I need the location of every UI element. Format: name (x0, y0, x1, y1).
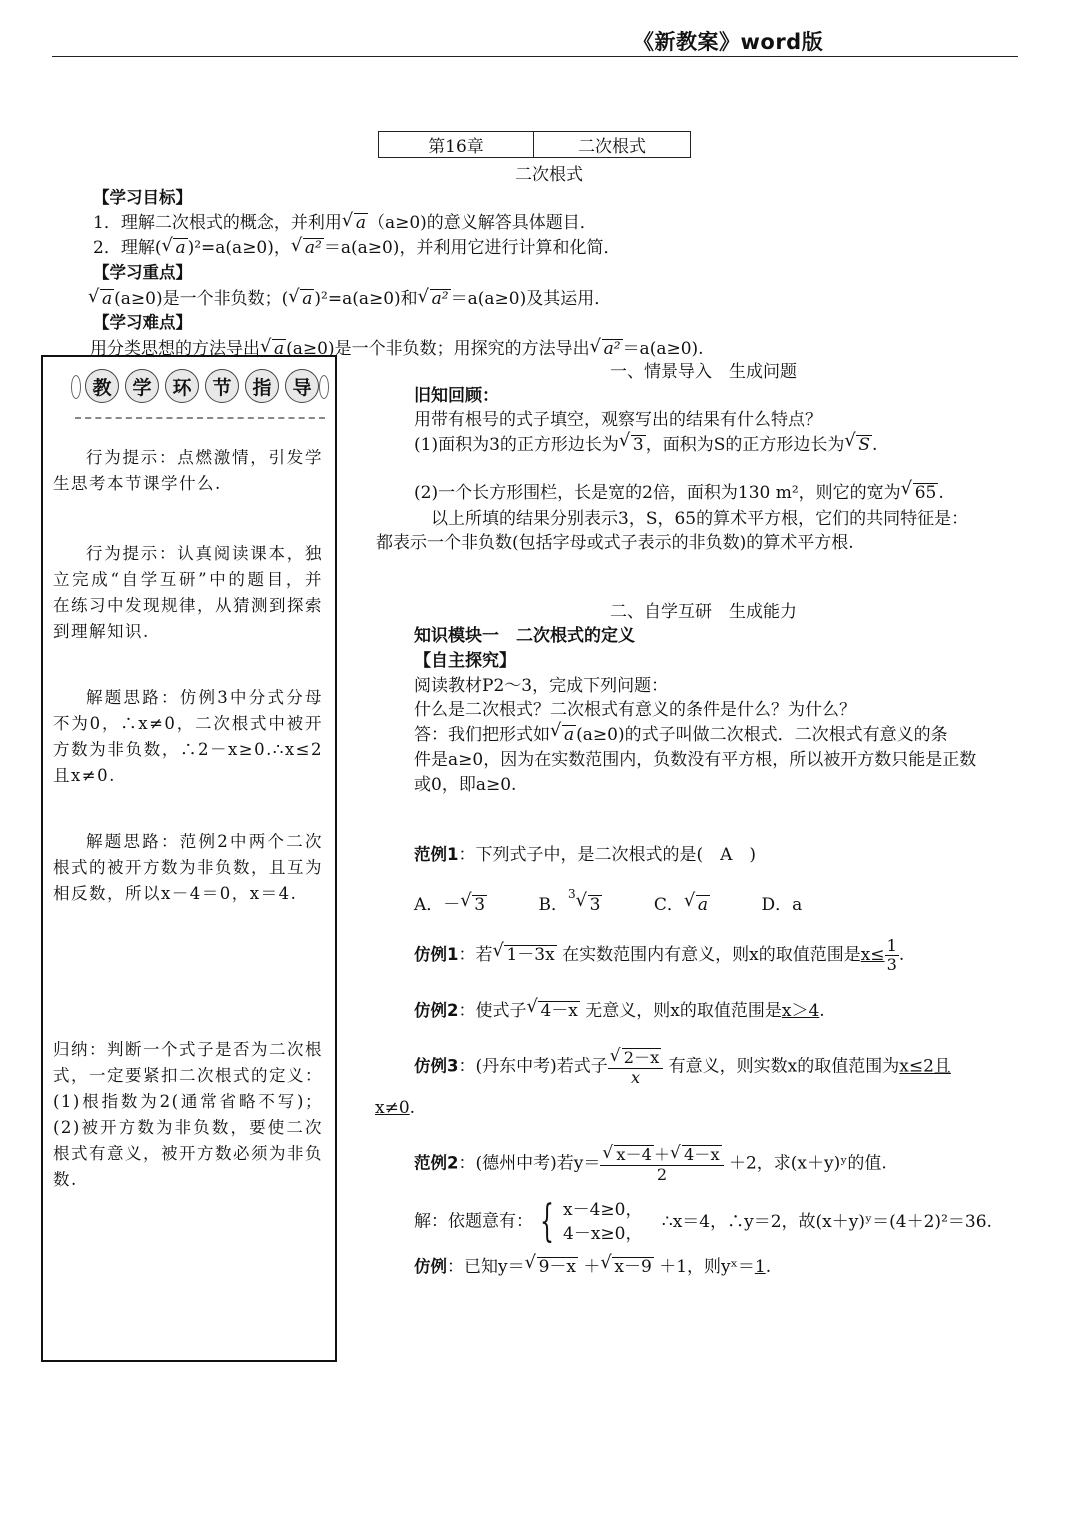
followup-3 (414, 1048, 1020, 1086)
chapter-number: 第16章 (379, 132, 534, 157)
banner-char: 教 (85, 369, 119, 403)
keypoints-heading: 【学习重点】 (93, 263, 192, 282)
review-q1: (1)面积为3的正方形边长为√ 3 ，面积为S的正方形边长为√ S . (414, 433, 1020, 457)
sidebar-tip-1: 行为提示：点燃激情，引发学生思考本节课学什么. (53, 448, 323, 493)
header-divider (52, 56, 1018, 57)
sqrt-x-minus-9: √ x－9 (601, 1255, 653, 1279)
sidebar-tip-2: 行为提示：认真阅读课本，独立完成“自学互研”中的题目，并在练习中发现规律，从猜测到探索到理解知识. (53, 544, 323, 641)
objective-1 (93, 208, 597, 234)
answer-text-b: (a≥0)的式子叫做二次根式．二次根式有意义的条 (576, 725, 948, 745)
objective-2-text-b: )²=a(a≥0)， (187, 238, 291, 258)
banner-char: 学 (125, 369, 159, 403)
followup-4-label: 仿例 (414, 1257, 447, 1276)
review-summary-1: 以上所填的结果分别表示3，S，65的算术平方根，它们的共同特征是： (431, 509, 969, 529)
objective-2-text-a: 2．理解( (93, 238, 162, 258)
followup-1-text-b: 在实数范围内有意义，则x的取值范围是 (562, 944, 861, 965)
sqrt-a-squared: √ a² (419, 289, 451, 310)
review-question: 用带有根号的式子填空，观察写出的结果有什么特点？ (414, 410, 822, 430)
reading-instruction: 阅读教材P2～3，完成下列问题： (414, 676, 669, 696)
difficulty-text-a: 用分类思想的方法导出 (90, 339, 260, 359)
fraction-one-third: $\frac{1}{3}$ (886, 936, 897, 974)
example-1 (414, 843, 1020, 867)
followup-3-answer-1: x≤2且 (899, 1056, 951, 1077)
sqrt-4-minus-x: √ 4－x (527, 999, 579, 1023)
review-heading: 旧知回顾： (414, 386, 499, 406)
sidebar-summary: 归纳：判断一个式子是否为二次根式，一定要紧扣二次根式的定义：(1)根指数为2(通常省略不写)；(2)被开方数为非负数，要使二次根式有意义，被开方数必须为非负数. (53, 1040, 323, 1189)
example-1-question: ：下列式子中，是二次根式的是( A ) (458, 845, 757, 865)
fraction-sqrt-over-x: √ $\frac{2-x}{x}$ (608, 1048, 664, 1086)
difficulty-text-c: ＝a(a≥0). (622, 339, 704, 359)
answer-sqrt-65: √ 65 (902, 481, 939, 505)
chapter-box (378, 131, 691, 158)
sqrt-a: √ a (261, 339, 286, 360)
choice-c: C．√ a (654, 893, 710, 917)
followup-3-text-a: ：(丹东中考)若式子 (458, 1056, 608, 1077)
example-1-choices (414, 882, 1020, 917)
followup-4: 仿例：已知y＝√ 9－x ＋√ x－9 ＋1，则yˣ＝1. (414, 1255, 1020, 1279)
banner-underline (75, 417, 325, 419)
difficulty-text-b: (a≥0)是一个非负数；用探究的方法导出 (286, 339, 590, 359)
objective-2 (93, 233, 620, 259)
keypoints-text-b: (a≥0)是一个非负数；( (114, 289, 289, 309)
answer-sqrt-3: √ 3 (620, 433, 646, 457)
followup-1: 仿例1：若√ 1－3x 在实数范围内有意义，则x的取值范围是x≤ $\frac{1}{3}$ . (414, 937, 1020, 974)
sqrt-a-squared: √ a² (292, 238, 324, 259)
keypoints-line (88, 284, 611, 310)
followup-3-label: 仿例3 (414, 1056, 459, 1076)
followup-2-text-b: 无意义，则x的取值范围是 (585, 1001, 782, 1021)
sqrt-a: √ a (89, 289, 114, 310)
sidebar-tip-3: 解题思路：仿例3中分式分母不为0，∴x≠0，二次根式中被开方数为非负数，∴2－x≥0.∴x≤2且x≠0. (53, 688, 323, 785)
banner-char: 导 (285, 369, 319, 403)
choice-b: B．$^3$√ 3 (539, 882, 603, 917)
chapter-name: 二次根式 (578, 137, 646, 157)
teaching-guide-sidebar (41, 355, 337, 1362)
sqrt-a: √ a (343, 213, 368, 234)
banner-char: 指 (245, 369, 279, 403)
banner-left-bracket (71, 375, 81, 399)
lesson-title: 二次根式 (515, 165, 583, 185)
objective-1-text-b: （ (367, 213, 385, 233)
sqrt-1-minus-3x: √ 1－3x (493, 943, 556, 967)
objectives-heading: 【学习目标】 (93, 188, 192, 207)
document-header-title: 《新教案》word版 (633, 30, 824, 54)
fraction-sum-over-2: √ $\frac{x-4 +√ 4-x}{2}$ (600, 1145, 723, 1183)
followup-3-cont: x≠0. (375, 1098, 416, 1118)
definition-answer-3: 或0，即a≥0. (414, 775, 517, 795)
followup-3-text-b: 有意义，则实数x的取值范围为 (668, 1056, 900, 1077)
review-q2-text: (2)一个长方形围栏，长是宽的2倍，面积为130 m²，则它的宽为 (414, 483, 901, 503)
explore-heading: 【自主探究】 (414, 651, 516, 671)
choice-d: D．a (761, 895, 803, 915)
review-summary-2: 都表示一个非负数(包括字母或式子表示的非负数)的算术平方根. (376, 533, 854, 553)
followup-2-text-a: ：使式子 (458, 1001, 527, 1021)
followup-1-answer: x≤ (860, 944, 885, 965)
objective-2-text-c: ＝a(a≥0)，并利用它进行计算和化简． (323, 238, 621, 258)
review-q1-text-a: (1)面积为3的正方形边长为 (414, 435, 619, 455)
sqrt-a: √ a (289, 289, 314, 310)
example-1-label: 范例1 (414, 845, 459, 864)
example-2-solution (414, 1198, 1020, 1246)
sqrt-9-minus-x: √ 9－x (526, 1255, 578, 1279)
answer-text-a: 答：我们把形式如 (414, 725, 550, 745)
followup-2: 仿例2：使式子√ 4－x 无意义，则x的取值范围是x＞4. (414, 999, 1020, 1023)
example-2-text-a: ：(德州中考)若y＝ (458, 1153, 601, 1174)
module-heading: 知识模块一 二次根式的定义 (414, 626, 635, 646)
sqrt-a: √ a (551, 723, 576, 747)
inequality-system: x－4≥0， 4－x≥0， (563, 1200, 643, 1244)
keypoints-text-c: )²=a(a≥0)和 (314, 289, 418, 309)
sidebar-tip-4: 解题思路：范例2中两个二次根式的被开方数为非负数，且互为相反数，所以x－4＝0，x＝4. (53, 832, 323, 903)
objective-1-text-c: a≥0)的意义解答具体题目． (384, 213, 597, 233)
definition-answer-2: 件是a≥0，因为在实数范围内，负数没有平方根，所以被开方数只能是正数 (414, 750, 977, 770)
part2-title: 二、自学互研 生成能力 (610, 602, 797, 622)
definition-question: 什么是二次根式？二次根式有意义的条件是什么？为什么？ (414, 700, 856, 720)
banner-char: 环 (165, 369, 199, 403)
keypoints-text-d: ＝a(a≥0)及其运用． (450, 289, 612, 309)
example-2 (414, 1145, 1020, 1183)
banner-char: 节 (205, 369, 239, 403)
followup-1-label: 仿例1 (414, 944, 459, 964)
objective-1-text-a: 1．理解二次根式的概念，并利用 (93, 213, 342, 233)
example-2-text-b: ＋2，求(x＋y)ʸ的值. (728, 1153, 887, 1174)
banner-right-bracket (319, 375, 329, 399)
review-q1-text-b: ，面积为S的正方形边长为 (645, 435, 845, 455)
followup-2-label: 仿例2 (414, 1001, 459, 1020)
answer-sqrt-S: √ S (845, 433, 872, 457)
example-2-label: 范例2 (414, 1153, 459, 1173)
teaching-guide-banner (75, 369, 325, 425)
solution-text-a: 解：依题意有： (414, 1211, 533, 1232)
sqrt-a: √ a (162, 238, 187, 259)
plus-sign: ＋ (583, 1257, 601, 1277)
followup-4-answer: 1 (754, 1257, 766, 1277)
brace: { (540, 1196, 554, 1247)
followup-1-text-a: ：若 (458, 944, 493, 965)
sqrt-a-squared: √ a² (591, 339, 623, 360)
definition-answer-1 (414, 723, 1020, 747)
followup-2-answer: x＞4 (781, 1001, 820, 1021)
followup-4-text-a: ：已知y＝ (447, 1257, 525, 1277)
review-q2: (2)一个长方形围栏，长是宽的2倍，面积为130 m²，则它的宽为√ 65 . (414, 481, 1020, 505)
followup-3-answer-2: x≠0 (375, 1098, 410, 1118)
part1-title: 一、情景导入 生成问题 (610, 362, 797, 382)
difficulty-heading: 【学习难点】 (93, 313, 192, 332)
solution-text-b: ∴x＝4，∴y＝2，故(x＋y)ʸ＝(4＋2)²＝36. (661, 1211, 992, 1232)
followup-4-text-b: ＋1，则yˣ＝ (659, 1257, 755, 1277)
choice-a: A．－√ 3 (414, 893, 487, 917)
